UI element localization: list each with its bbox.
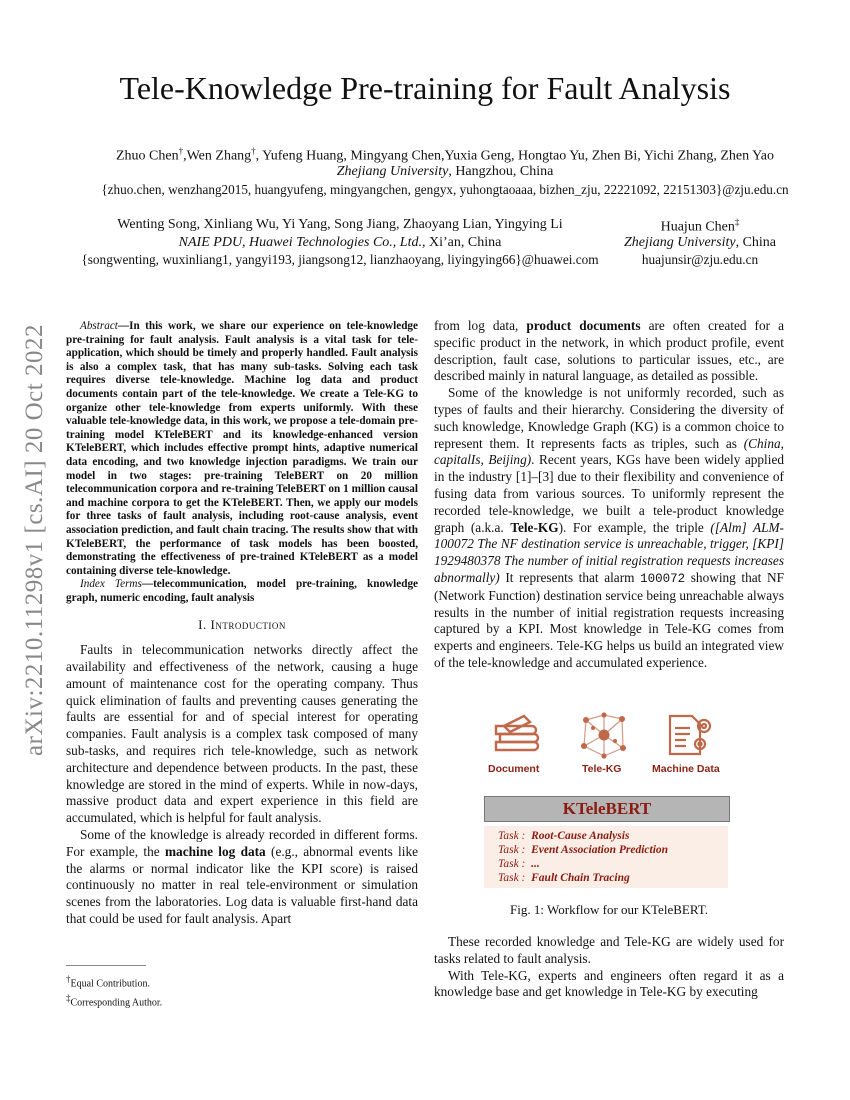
right-paragraph-2: Some of the knowledge is not uniformly recorded, such as types of faults and their hierarchy. Considering the diversity of such knowledge, Knowledge Graph (KG) is a common choice to represent them. It represents facts as triples, such as (China, capitalIs, Beijing). Recent years, KGs have been widely applied in the industry [1]–[3] due to their flexibility and convenience of fusing data from various sources. To uniformly represent the recorded tele-knowledge, we built a tele-product knowledge graph (a.k.a. Tele-KG). For example, the triple ([Alm] ALM-100072 The NF destination service is unreachable, trigger, [KPI] 1929480378 The number of initial registration requests increases abnormally) It represents that alarm 100072 showing that NF (Network Function) destination service being unreachable always results in the number of initial registration requests increasing captured by a KPI. Most knowledge in Tele-KG comes from experts and engineers. Tele-KG helps us build an integrated view of the tele-knowledge and accumulated experience. (434, 385, 784, 670)
author-line-1: Zhuo Chen†,Wen Zhang†, Yufeng Huang, Mingyang Chen,Yuxia Geng, Hongtao Yu, Zhen Bi, Yichi Zhang, Zhen Yao (115, 146, 774, 164)
index-terms: Index Terms—telecommunication, model pre-training, knowledge graph, numeric encoding, fault analysis (66, 578, 418, 604)
figure-label-machine-data: Machine Data (652, 763, 720, 775)
email-2: {songwenting, wuxinliang1, yangyi193, jiangsong12, lianzhaoyang, liyingying66}@huawei.com (81, 252, 599, 267)
section-heading-introduction: I. Introduction (198, 617, 286, 633)
task-item: Task : Fault Chain Tracing (498, 872, 630, 884)
task-item: Task : ... (498, 858, 540, 870)
email-1: {zhuo.chen, wenzhang2015, huangyufeng, mingyangchen, gengyx, yuhongtaoaaa, bizhen_zju, 22221092, 22151303}@zju.edu.cn (101, 182, 789, 197)
right-column-top (434, 318, 784, 672)
right-column-bottom (434, 934, 784, 1001)
author-line-2: Wenting Song, Xinliang Wu, Yi Yang, Song Jiang, Zhaoyang Lian, Yingying Li (117, 217, 563, 232)
affiliation-1: Zhejiang University, Hangzhou, China (336, 164, 554, 179)
email-3: huajunsir@zju.edu.cn (641, 252, 759, 267)
footnotes: †Equal Contribution. ‡Corresponding Author. (66, 974, 163, 1009)
affiliation-3: Zhejiang University, China (623, 235, 777, 250)
right-paragraph-3: These recorded knowledge and Tele-KG are widely used for tasks related to fault analysis. (434, 934, 784, 966)
document-gears-icon (666, 712, 716, 758)
paper-title: Tele-Knowledge Pre-training for Fault Analysis (119, 70, 731, 106)
author-line-3: Huajun Chen‡ (660, 217, 740, 235)
figure-label-tele-kg: Tele-KG (582, 763, 622, 775)
task-item: Task : Root-Cause Analysis (498, 830, 630, 842)
arxiv-identifier: arXiv:2210.11298v1 [cs.AI] 20 Oct 2022 (21, 324, 48, 756)
book-stack-icon (490, 712, 542, 758)
figure-1-caption: Fig. 1: Workflow for our KTeleBERT. (510, 902, 708, 917)
abstract: Abstract—In this work, we share our experience on tele-knowledge pre-training for fault analysis. Fault analysis is a vital task for tele-application, which should be timely and properly handled. Fault analysis is also a complex task, that has many sub-tasks. Solving each task requires diverse tele-knowledge. Machine log data and product documents contain part of the tele-knowledge. We create a Tele-KG to organize other tele-knowledge from experts uniformly. With these valuable tele-knowledge data, in this work, we propose a tele-domain pre-training model KTeleBERT and its knowledge-enhanced version KTeleBERT, which includes effective prompt hints, adaptive numerical data encoding, and two knowledge injection paradigms. We train our model in two stages: pre-training TeleBERT on 20 million telecommunication corpora and re-training TeleBERT on 1 million causal and machine corpora to get the KTeleBERT. Then, we apply our models for three tasks of fault analysis, including root-cause analysis, event association prediction, and fault chain tracing. The results show that with KTeleBERT, the performance of task models has been boosted, demonstrating the effectiveness of pre-trained KTeleBERT as a model containing diverse tele-knowledge. (66, 320, 418, 577)
left-column (66, 320, 418, 928)
right-paragraph-4: With Tele-KG, experts and engineers often regard it as a knowledge base and get knowledge in Tele-KG by executing (434, 967, 784, 1000)
task-list (484, 826, 728, 888)
intro-paragraph-2: Some of the knowledge is already recorded in different forms. For example, the machine log data (e.g., abnormal events like the alarms or normal indicator like the KPI score) is raised continuously no matter in real tele-environment or simulation scenes from the laboratories. Log data is valuable first-hand data that could be used for fault analysis. Apart (66, 827, 418, 927)
figure-label-document: Document (488, 763, 540, 775)
footnote-rule (66, 965, 146, 966)
right-paragraph-1: from log data, product documents are often created for a specific product in the network, in which product profile, event description, fault case, solutions to particular issues, etc., are described mainly in natural language, as detailed as possible. (434, 318, 784, 384)
model-bar-ktelebert: KTeleBERT (484, 796, 730, 822)
figure-1-workflow (482, 708, 732, 893)
knowledge-graph-icon (578, 710, 630, 760)
intro-paragraph-1: Faults in telecommunication networks directly affect the availability and effectiveness of the network, causing a huge amount of maintenance cost for the operating company. Thus quick elimination of faults and preventing causes generating the faults are essential for and of special interest for operating companies. Fault analysis is a complex task composed of many sub-tasks, and requires rich tele-knowledge, such as network architecture and dependence between products. In the past, these knowledge are stored in the mind of experts. While in now-days, massive product data and expert experience in this field are accumulated, which is helpful for fault analysis. (66, 642, 418, 826)
task-item: Task : Event Association Prediction (498, 844, 669, 856)
affiliation-2: NAIE PDU, Huawei Technologies Co., Ltd., Xi’an, China (178, 235, 502, 250)
